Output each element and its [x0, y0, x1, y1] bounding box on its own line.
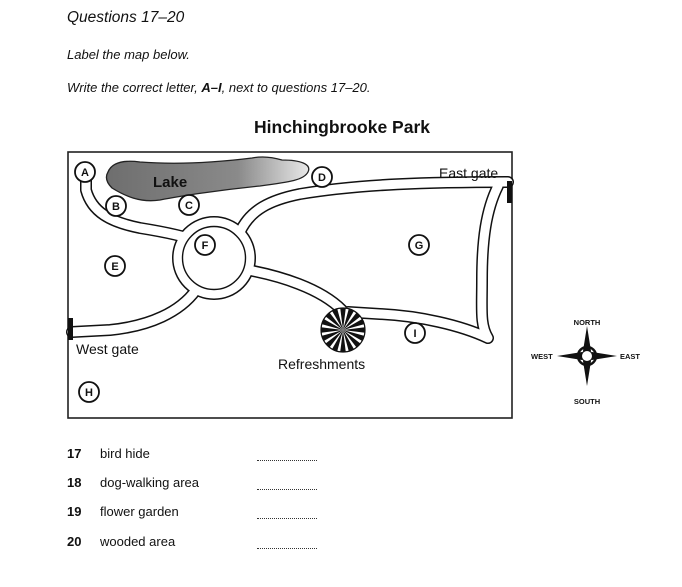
letter-marker-g: [409, 235, 429, 255]
svg-text:G: G: [414, 240, 424, 252]
question-row-20: [67, 532, 317, 550]
compass-east-label: EAST: [620, 352, 641, 361]
question-text: wooded area: [100, 533, 176, 549]
lake-label: Lake: [153, 174, 188, 191]
instruction-label-map: Label the map below.: [67, 47, 190, 62]
compass-north-label: NORTH: [573, 318, 601, 327]
svg-text:F: F: [201, 240, 209, 252]
questions-heading: Questions 17–20: [67, 9, 185, 26]
question-number: 19: [67, 503, 82, 519]
letter-marker-f: [195, 235, 215, 255]
instruction-letter-range: A–I: [201, 80, 222, 95]
question-row-18: [67, 473, 317, 491]
letter-marker-h: [79, 382, 99, 402]
svg-text:I: I: [413, 328, 417, 340]
question-text: bird hide: [100, 445, 150, 461]
compass-rose-icon: [557, 326, 617, 386]
east-gate-marker: [507, 181, 512, 203]
refreshments-icon: [321, 308, 365, 352]
refreshments-label: Refreshments: [278, 356, 366, 372]
svg-text:C: C: [185, 200, 193, 212]
answer-blank-19[interactable]: [257, 510, 317, 519]
question-number: 20: [67, 533, 82, 549]
svg-text:A: A: [81, 167, 89, 179]
svg-text:B: B: [112, 201, 120, 213]
letter-marker-d: [312, 167, 332, 187]
question-text: flower garden: [100, 503, 179, 519]
answer-blank-17[interactable]: [257, 452, 317, 461]
answer-blank-20[interactable]: [257, 540, 317, 549]
roundabout-island: [183, 227, 246, 290]
west-gate-label: West gate: [76, 341, 139, 357]
svg-text:E: E: [111, 261, 119, 273]
compass-west-label: WEST: [531, 352, 553, 361]
letter-marker-c: [179, 195, 199, 215]
svg-text:H: H: [85, 387, 93, 399]
question-text: dog-walking area: [100, 474, 200, 490]
compass-south-label: SOUTH: [573, 397, 601, 406]
svg-text:D: D: [318, 172, 326, 184]
instruction-prefix: Write the correct letter,: [67, 80, 202, 95]
question-number: 18: [67, 474, 82, 490]
map-title: Hinchingbrooke Park: [254, 117, 431, 137]
answer-blank-18[interactable]: [257, 481, 317, 490]
west-gate-marker: [68, 318, 73, 340]
letter-marker-a: [75, 162, 95, 182]
east-gate-label: East gate: [439, 165, 499, 181]
letter-marker-b: [106, 196, 126, 216]
instruction-suffix: , next to questions 17–20.: [221, 80, 371, 95]
question-number: 17: [67, 445, 82, 461]
letter-marker-e: [105, 256, 125, 276]
letter-marker-i: [405, 323, 425, 343]
question-row-19: [67, 502, 317, 520]
question-row-17: [67, 444, 317, 462]
